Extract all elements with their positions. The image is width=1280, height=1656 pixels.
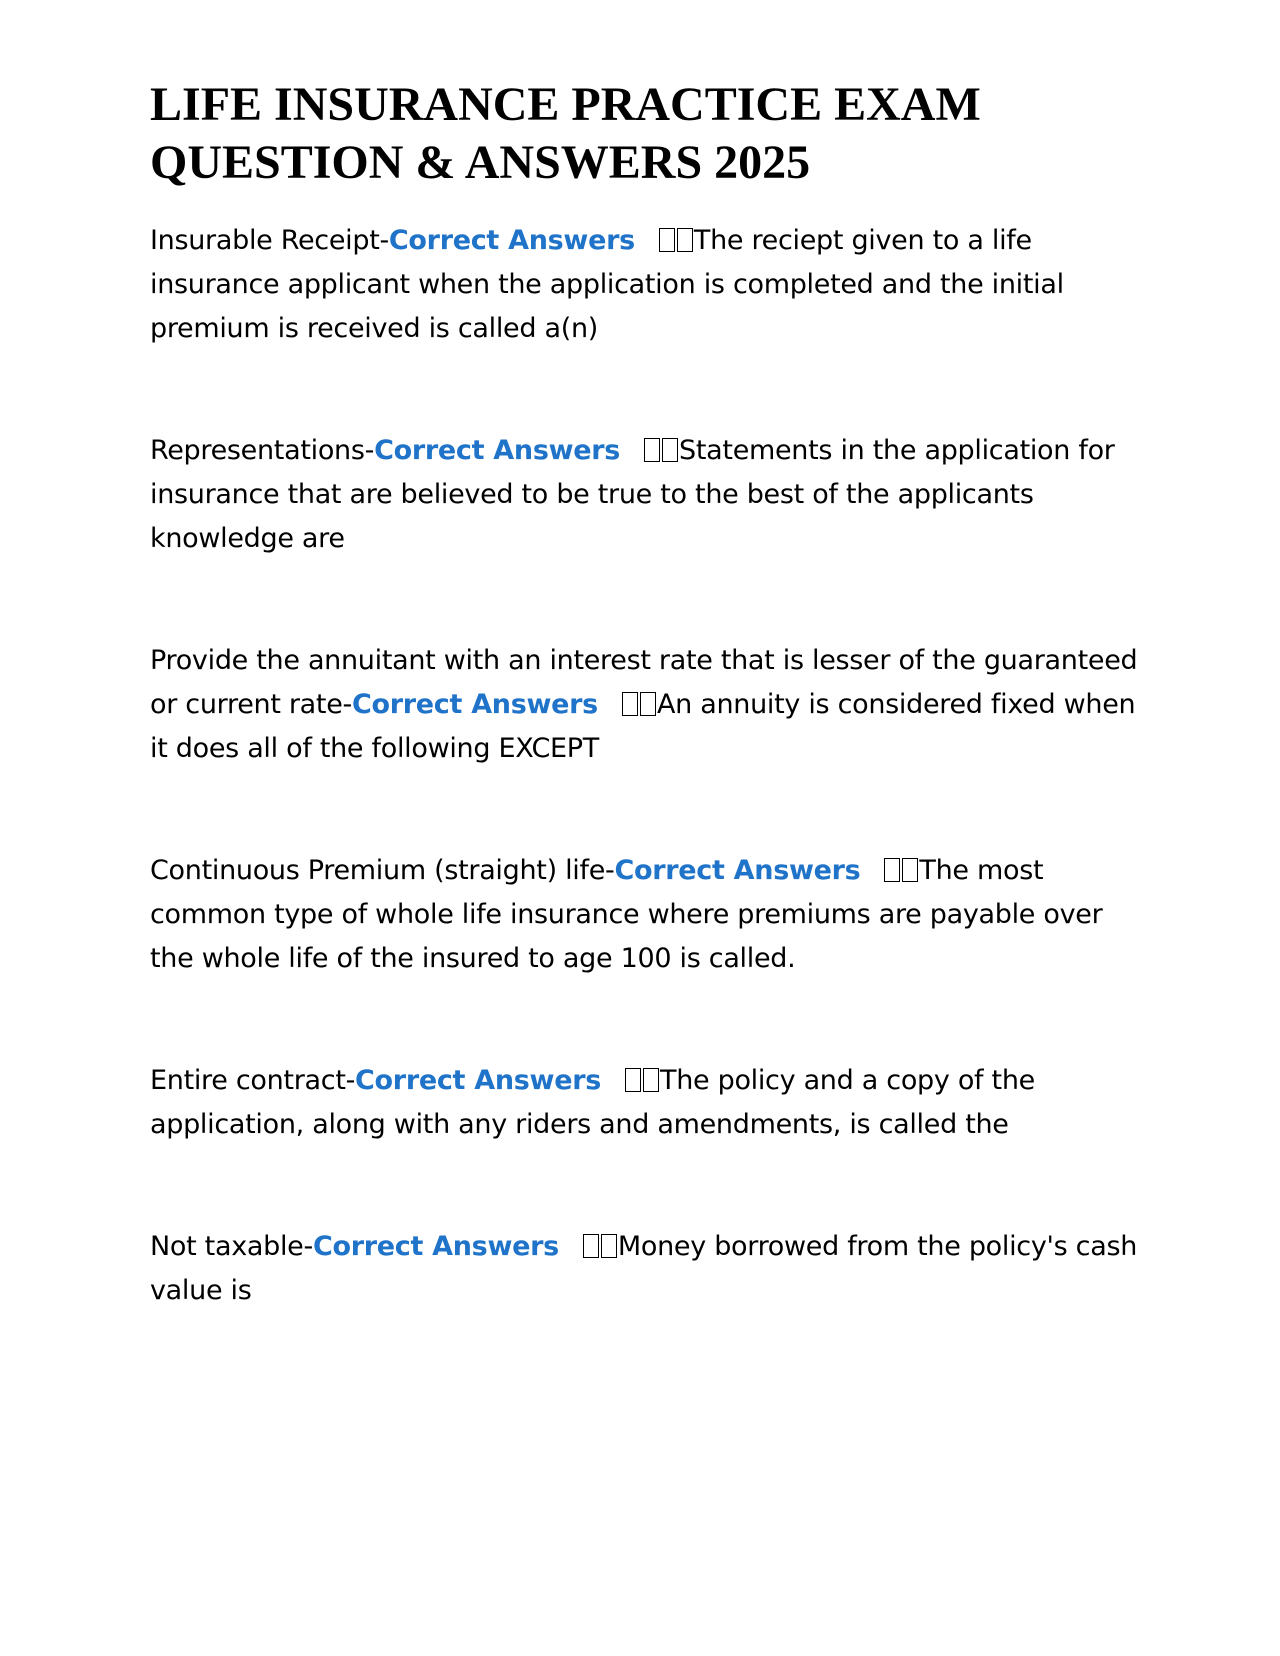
missing-glyph-icon [884, 858, 900, 882]
question-text: The policy and a copy of the application, along with any riders and amendments, is called the [150, 1065, 1035, 1140]
qa-entry-2 [150, 429, 1140, 561]
answer-text: Not taxable- [150, 1231, 313, 1262]
answer-text: Entire contract- [150, 1065, 356, 1096]
missing-glyph-icon [677, 228, 693, 252]
answer-text: Representations- [150, 435, 375, 466]
missing-glyph-icon [644, 438, 660, 462]
correct-answers-label: Correct Answers [355, 1065, 601, 1096]
answer-text: Provide the annuitant with an interest rate that is lesser of the guaranteed or current rate- [150, 645, 1138, 720]
question-text: The reciept given to a life insurance applicant when the application is completed and the initial premium is received is called a(n) [150, 225, 1064, 344]
missing-glyph-icon [902, 858, 918, 882]
missing-glyph-icon [640, 692, 656, 716]
question-text: Money borrowed from the policy's cash value is [150, 1231, 1138, 1306]
qa-entry-5 [150, 1059, 1140, 1147]
question-text: The most common type of whole life insurance where premiums are payable over the whole life of the insured to age 100 is called. [150, 855, 1103, 974]
title-line-1: LIFE INSURANCE PRACTICE EXAM [150, 78, 981, 131]
missing-glyph-icon [643, 1068, 659, 1092]
question-text: Statements in the application for insurance that are believed to be true to the best of the applicants knowledge are [150, 435, 1115, 554]
missing-glyph-icon [625, 1068, 641, 1092]
document-title [150, 76, 1140, 192]
correct-answers-label: Correct Answers [312, 1231, 559, 1262]
answer-text: Continuous Premium (straight) life- [150, 855, 615, 886]
document-page [150, 76, 1140, 1391]
qa-entry-4 [150, 849, 1140, 981]
correct-answers-label: Correct Answers [388, 225, 635, 256]
missing-glyph-icon [601, 1234, 617, 1258]
correct-answers-label: Correct Answers [614, 855, 861, 886]
correct-answers-label: Correct Answers [351, 689, 598, 720]
qa-entry-1 [150, 219, 1140, 351]
missing-glyph-icon [659, 228, 675, 252]
question-text: An annuity is considered fixed when it does all of the following EXCEPT [150, 689, 1136, 764]
missing-glyph-icon [583, 1234, 599, 1258]
answer-text: Insurable Receipt- [150, 225, 389, 256]
qa-entry-3 [150, 639, 1140, 771]
missing-glyph-icon [662, 438, 678, 462]
title-line-2: QUESTION & ANSWERS 2025 [150, 136, 811, 189]
missing-glyph-icon [622, 692, 638, 716]
correct-answers-label: Correct Answers [374, 435, 621, 466]
qa-entry-6 [150, 1225, 1140, 1313]
